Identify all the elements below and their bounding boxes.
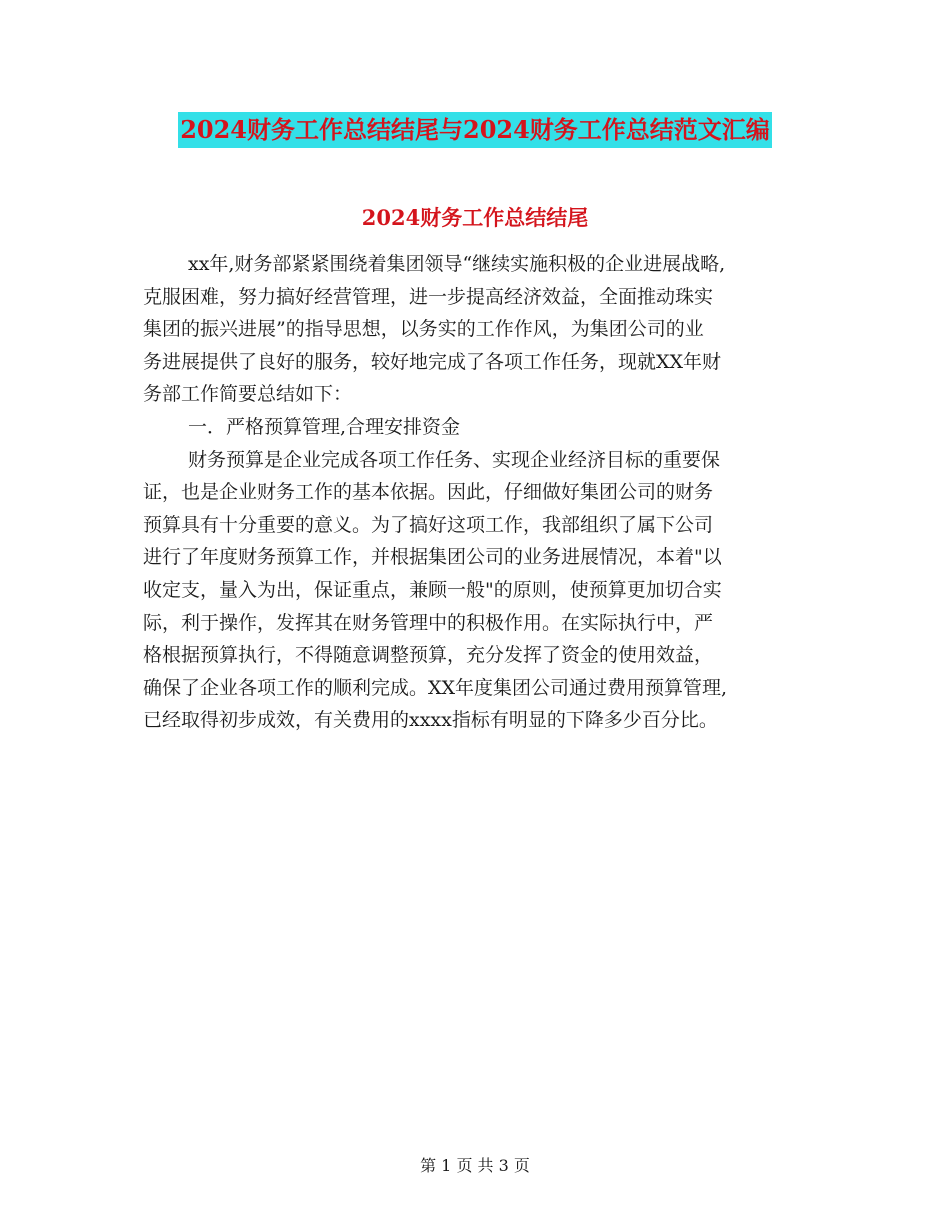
page-footer: 第 1 页 共 3 页	[420, 1156, 530, 1175]
paragraph-line: xx年,财务部紧紧围绕着集团领导“继续实施积极的企业进展战略,	[188, 253, 726, 275]
document-title: 2024财务工作总结结尾与2024财务工作总结范文汇编	[178, 112, 772, 148]
paragraph-line: 确保了企业各项工作的顺利完成。XX年度集团公司通过费用预算管理,	[143, 676, 728, 699]
paragraph-line: 集团的振兴进展”的指导思想，以务实的工作作风，为集团公司的业	[143, 318, 704, 341]
paragraph-line: 际，利于操作，发挥其在财务管理中的积极作用。在实际执行中，严	[143, 611, 714, 634]
paragraph-line: 预算具有十分重要的意义。为了搞好这项工作，我部组织了属下公司	[143, 513, 714, 536]
paragraph-line: 克服困难，努力搞好经营管理，进一步提高经济效益，全面推动珠实	[143, 285, 714, 308]
paragraph-line: 务部工作简要总结如下：	[143, 383, 353, 406]
paragraph-line: 证，也是企业财务工作的基本依据。因此，仔细做好集团公司的财务	[143, 481, 714, 504]
document-body	[143, 248, 823, 737]
paragraph-line: 格根据预算执行，不得随意调整预算，充分发挥了资金的使用效益，	[143, 644, 714, 667]
section-title: 2024财务工作总结结尾	[361, 205, 589, 230]
paragraph-line: 已经取得初步成效，有关费用的xxxx指标有明显的下降多少百分比。	[143, 709, 718, 732]
paragraph-line: 务进展提供了良好的服务，较好地完成了各项工作任务，现就XX年财	[143, 350, 722, 373]
paragraph-line: 财务预算是企业完成各项工作任务、实现企业经济目标的重要保	[188, 448, 721, 471]
document-title-container	[0, 112, 950, 148]
paragraph-line: 进行了年度财务预算工作，并根据集团公司的业务进展情况，本着"以	[143, 546, 722, 569]
paragraph-line: 收定支，量入为出，保证重点，兼顾一般"的原则，使预算更加切合实	[143, 578, 722, 601]
section-heading-line: 一．严格预算管理,合理安排资金	[188, 415, 461, 438]
